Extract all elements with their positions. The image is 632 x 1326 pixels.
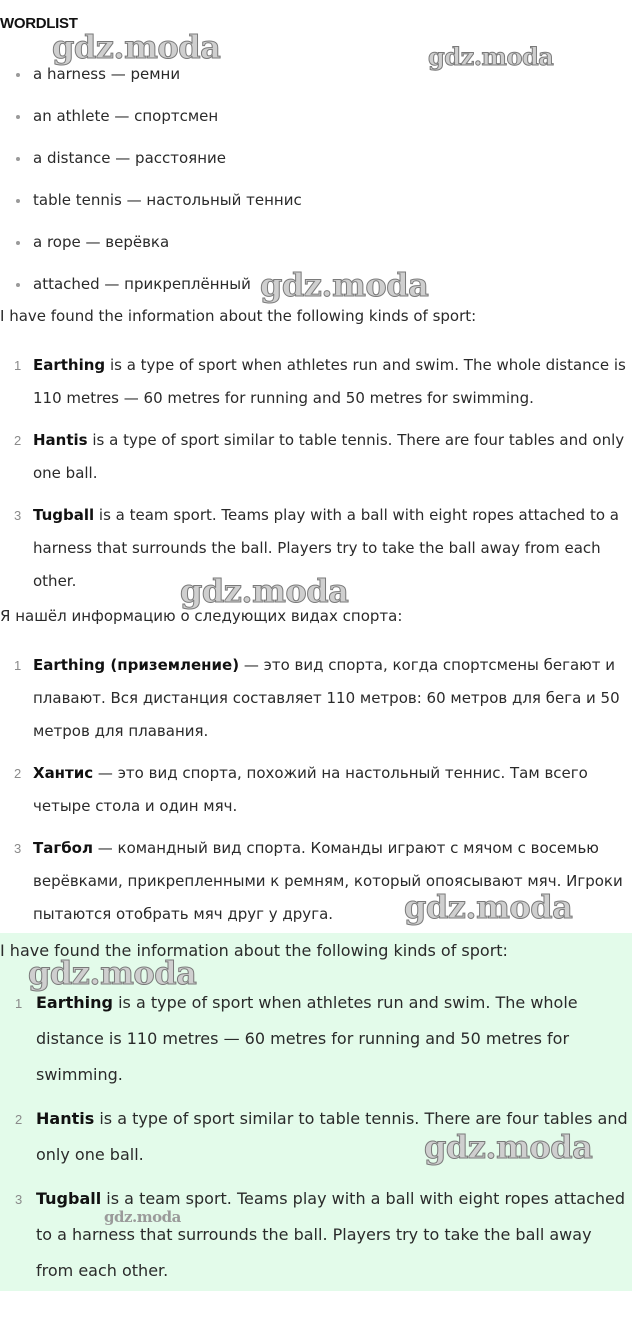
item-term: Hantis bbox=[33, 431, 88, 449]
item-text: is a type of sport when athletes run and swim. The whole distance is 110 metres — 60 metres for running and 50 metres for swimming. bbox=[36, 993, 578, 1084]
item-number: 1 bbox=[14, 658, 22, 673]
list-item bbox=[0, 1181, 632, 1289]
item-term: Tugball bbox=[33, 506, 95, 524]
wordlist-item: a rope — верёвка bbox=[0, 226, 632, 268]
item-number: 3 bbox=[14, 508, 22, 523]
item-number: 1 bbox=[14, 358, 22, 373]
item-number: 3 bbox=[15, 1192, 23, 1207]
wordlist bbox=[0, 58, 632, 310]
item-term: Earthing bbox=[33, 356, 106, 374]
list-item bbox=[0, 985, 632, 1093]
answer-intro: I have found the information about the following kinds of sport: bbox=[0, 941, 508, 960]
wordlist-item: a distance — расстояние bbox=[0, 142, 632, 184]
item-text: is a type of sport when athletes run and swim. The whole distance is 110 metres — 60 metres for running and 50 metres for swimming. bbox=[33, 356, 626, 407]
item-term: Хантис bbox=[33, 764, 94, 782]
answer-box bbox=[0, 933, 632, 1291]
watermark-logo: gdz.moda bbox=[424, 1128, 593, 1166]
item-text: — это вид спорта, когда спортсмены бегают и плавают. Вся дистанция составляет 110 метров: 60 метров для бега и 50 метров для плавания. bbox=[33, 656, 620, 740]
russian-intro: Я нашёл информацию о следующих видах спорта: bbox=[0, 607, 403, 625]
english-intro: I have found the information about the following kinds of sport: bbox=[0, 307, 477, 325]
watermark-logo: gdz.moda bbox=[28, 954, 197, 992]
item-term: Hantis bbox=[36, 1109, 95, 1128]
list-item bbox=[0, 424, 632, 490]
item-text: is a team sport. Teams play with a ball with eight ropes attached to a harness that surrounds the ball. Players try to take the ball away from each other. bbox=[36, 1189, 625, 1280]
wordlist-item: table tennis — настольный теннис bbox=[0, 184, 632, 226]
list-item bbox=[0, 757, 632, 823]
wordlist-heading: WORDLIST bbox=[0, 15, 78, 32]
item-number: 2 bbox=[14, 766, 22, 781]
watermark-logo: gdz.moda bbox=[52, 28, 221, 66]
watermark-logo: gdz.moda bbox=[404, 888, 573, 926]
item-number: 2 bbox=[14, 433, 22, 448]
wordlist-item: an athlete — спортсмен bbox=[0, 100, 632, 142]
watermark-logo: gdz.moda bbox=[104, 1208, 181, 1226]
watermark-logo: gdz.moda bbox=[428, 42, 554, 71]
item-number: 1 bbox=[15, 996, 23, 1011]
item-term: Тагбол bbox=[33, 839, 93, 857]
wordlist-item: attached — прикреплённый bbox=[0, 268, 632, 310]
list-item bbox=[0, 832, 632, 931]
list-item bbox=[0, 1101, 632, 1173]
item-text: — это вид спорта, похожий на настольный теннис. Там всего четыре стола и один мяч. bbox=[33, 764, 588, 815]
item-text: — командный вид спорта. Команды играют с мячом с восемью верёвками, прикрепленными к ремням, который опоясывают мяч. Игроки пытаются отобрать мяч друг у друга. bbox=[33, 839, 623, 923]
item-number: 2 bbox=[15, 1112, 23, 1127]
item-term: Earthing bbox=[36, 993, 113, 1012]
list-item bbox=[0, 649, 632, 748]
item-text: is a type of sport similar to table tennis. There are four tables and only one ball. bbox=[33, 431, 625, 482]
russian-sports-list bbox=[0, 649, 632, 940]
wordlist-item: a harness — ремни bbox=[0, 58, 632, 100]
item-term: Earthing (приземление) bbox=[33, 656, 240, 674]
list-item bbox=[0, 499, 632, 598]
item-text: is a type of sport similar to table tennis. There are four tables and only one ball. bbox=[36, 1109, 628, 1164]
item-term: Tugball bbox=[36, 1189, 102, 1208]
item-text: is a team sport. Teams play with a ball with eight ropes attached to a harness that surrounds the ball. Players try to take the ball away from each other. bbox=[33, 506, 619, 590]
english-sports-list bbox=[0, 349, 632, 607]
list-item bbox=[0, 349, 632, 415]
watermark-logo: gdz.moda bbox=[180, 572, 349, 610]
watermark-logo: gdz.moda bbox=[260, 266, 429, 304]
item-number: 3 bbox=[14, 841, 22, 856]
answer-sports-list bbox=[0, 985, 632, 1297]
